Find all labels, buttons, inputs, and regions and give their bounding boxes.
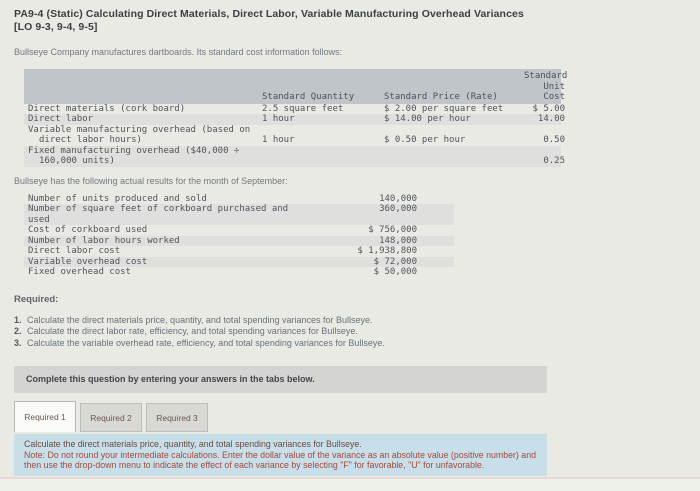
tab-required-2[interactable]: Required 2 xyxy=(80,403,142,432)
actuals-intro-text: Bullseye has the following actual results for the month of September: xyxy=(14,175,288,186)
table-row-fixed-overhead: Fixed manufacturing overhead ($40,000 ÷ 160,000 units) 0.25 xyxy=(24,146,561,167)
instruction-panel xyxy=(14,434,547,476)
tab-bar xyxy=(14,401,700,432)
page-bottom-strip xyxy=(0,477,700,491)
actual-row-fixed-overhead: Fixed overhead cost $ 50,000 xyxy=(28,267,417,277)
actual-results-table xyxy=(24,194,454,278)
tab-required-1[interactable]: Required 1 xyxy=(14,401,76,432)
required-item-3: 3. Calculate the variable overhead rate, efficiency, and total spending variances for Bullseye. xyxy=(14,337,385,348)
col-header-standard-price: Standard Price (Rate) xyxy=(384,92,498,102)
actual-row-units: Number of units produced and sold 140,000 xyxy=(28,193,417,204)
complete-instruction-bar: Complete this question by entering your answers in the tabs below. xyxy=(14,366,547,393)
problem-title xyxy=(14,8,700,34)
problem-title-line1: PA9-4 (Static) Calculating Direct Materials, Direct Labor, Variable Manufacturing Overhead Variances xyxy=(14,8,524,20)
table-row-direct-labor: Direct labor 1 hour $ 14.00 per hour 14.00 xyxy=(24,114,561,125)
problem-title-line2: [LO 9-3, 9-4, 9-5] xyxy=(14,21,98,33)
panel-instruction-text: Calculate the direct materials price, quantity, and total spending variances for Bullseye. xyxy=(24,439,362,449)
required-list xyxy=(14,315,700,350)
table-row-variable-overhead: Variable manufacturing overhead (based on direct labor hours) 1 hour $ 0.50 per hour 0.50 xyxy=(28,124,565,145)
actual-row-labor-hours: Number of labor hours worked 148,000 xyxy=(24,236,454,247)
col-header-standard-unit-cost: Standard Unit Cost xyxy=(524,71,568,102)
standard-cost-table xyxy=(24,69,568,167)
intro-text: Bullseye Company manufactures dartboards. Its standard cost information follows: xyxy=(14,47,343,57)
required-heading: Required: xyxy=(14,293,59,305)
actual-row-variable-overhead: Variable overhead cost $ 72,000 xyxy=(24,257,454,268)
panel-note-text: Note: Do not round your intermediate calculations. Enter the dollar value of the variance as an absolute value (positive number) and then use the drop-down menu to indicate the effect of each variance by selecting "F" for favorable, "U" for unfavorable. xyxy=(24,449,536,470)
actual-row-corkboard-cost: Cost of corkboard used $ 756,000 xyxy=(28,225,417,235)
required-item-1: 1. Calculate the direct materials price, quantity, and total spending variances for Bullseye. xyxy=(14,314,373,325)
actual-row-labor-cost: Direct labor cost $ 1,938,800 xyxy=(28,246,417,256)
standard-cost-table-header xyxy=(24,69,568,104)
tab-required-3[interactable]: Required 3 xyxy=(146,403,208,432)
actual-row-square-feet: Number of square feet of corkboard purchased and used 360,000 xyxy=(24,204,454,225)
col-header-standard-quantity: Standard Quantity xyxy=(262,92,355,102)
required-item-2: 2. Calculate the direct labor rate, efficiency, and total spending variances for Bullseye. xyxy=(14,326,358,336)
table-row-direct-materials: Direct materials (cork board) 2.5 square feet $ 2.00 per square feet $ 5.00 xyxy=(28,103,565,114)
